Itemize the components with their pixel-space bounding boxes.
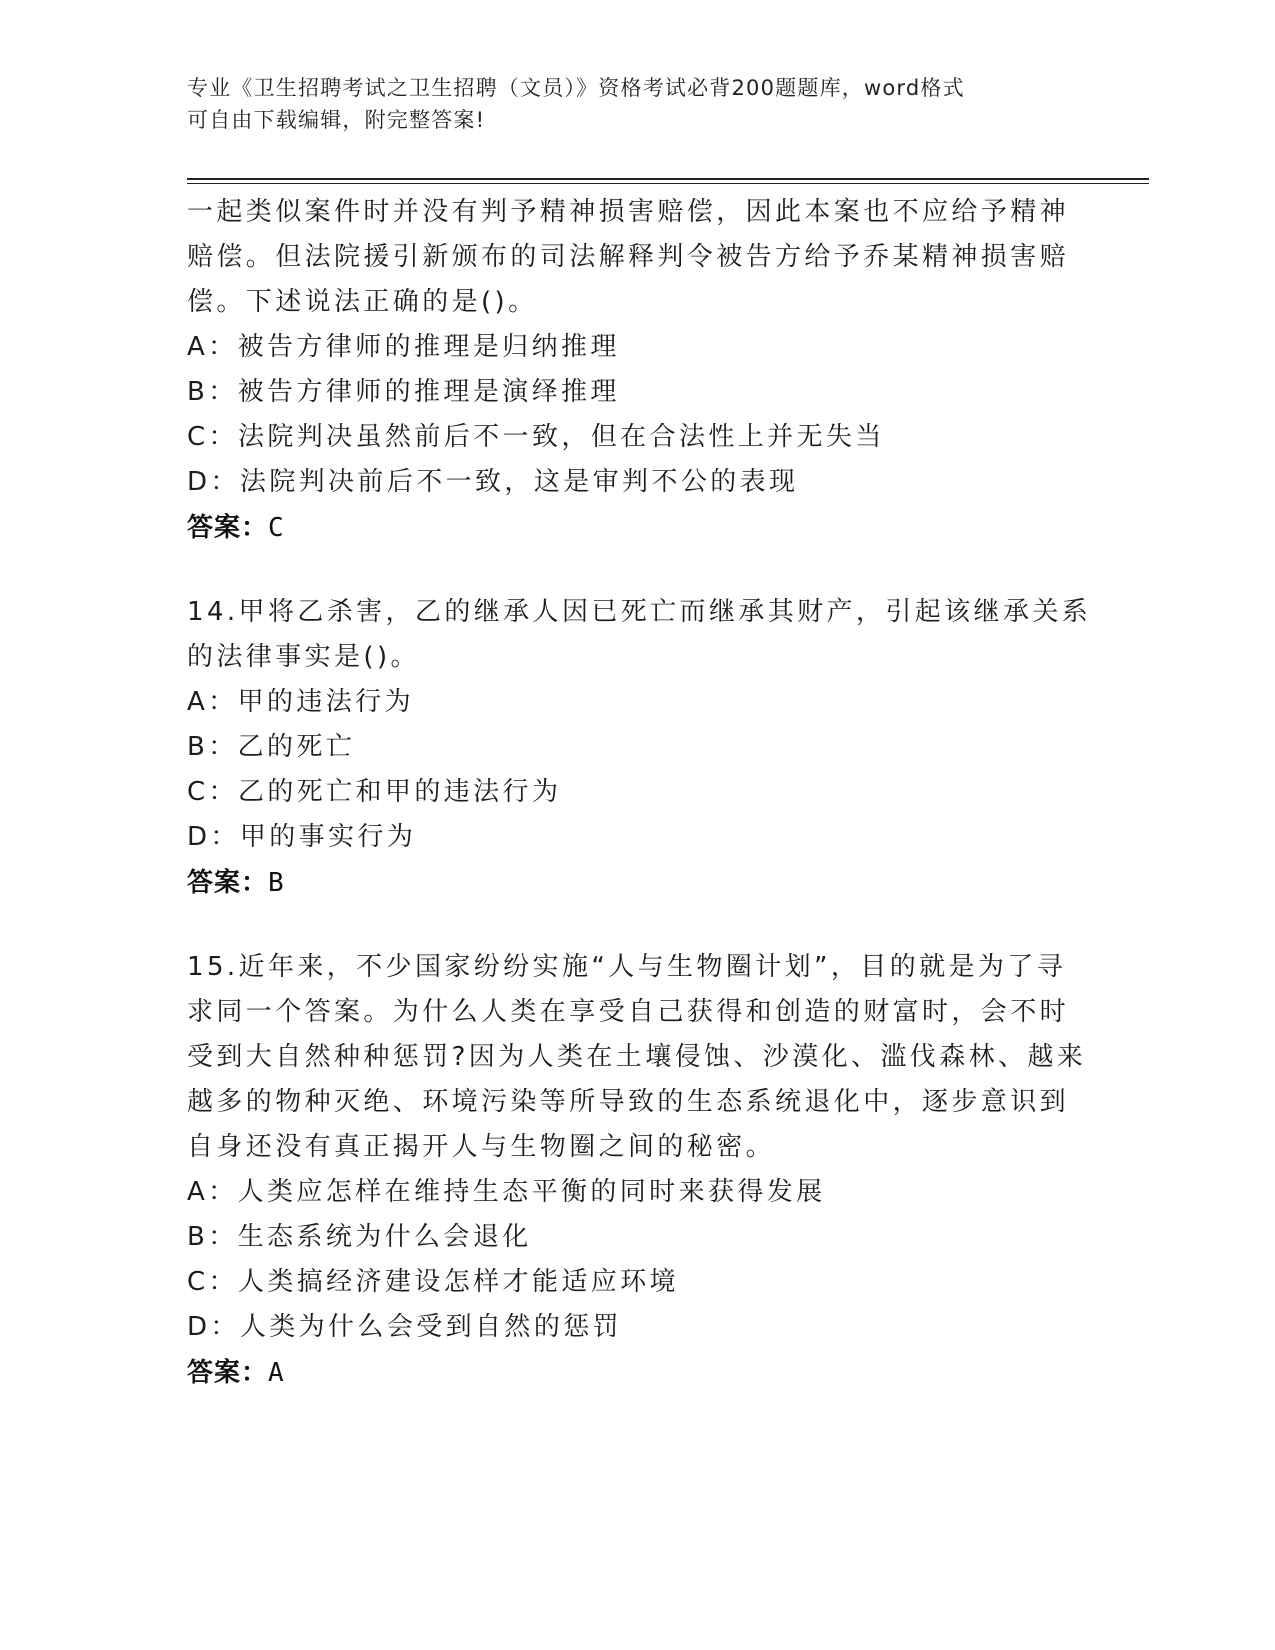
option-b: B：生态系统为什么会退化 xyxy=(187,1222,532,1252)
question-text-line: 15.近年来，不少国家纷纷实施“人与生物圈计划”，目的就是为了寻 xyxy=(187,952,1067,982)
question-14 xyxy=(187,590,1092,906)
question-text-line: 受到大自然种种惩罚?因为人类在土壤侵蚀、沙漠化、滥伐森林、越来 xyxy=(187,1042,1087,1072)
question-15 xyxy=(187,945,1087,1396)
option-c: C：乙的死亡和甲的违法行为 xyxy=(187,777,562,807)
answer-label: 答案： xyxy=(187,1358,269,1388)
answer-label: 答案： xyxy=(187,868,269,898)
answer-label: 答案： xyxy=(187,513,269,543)
answer-value: B xyxy=(268,868,284,898)
answer-value: C xyxy=(268,513,284,543)
option-d: D：人类为什么会受到自然的惩罚 xyxy=(187,1312,623,1342)
option-c: C：法院判决虽然前后不一致，但在合法性上并无失当 xyxy=(187,422,885,452)
option-b: B：被告方律师的推理是演绎推理 xyxy=(187,377,620,407)
header-title-line-2: 可自由下载编辑，附完整答案! xyxy=(187,108,486,132)
answer-line xyxy=(187,505,1087,551)
header-title-line-1: 专业《卫生招聘考试之卫生招聘（文员）》资格考试必背200题题库，word格式 xyxy=(187,76,965,100)
question-text-line: 越多的物种灭绝、环境污染等所导致的生态系统退化中，逐步意识到 xyxy=(187,1087,1070,1117)
option-a: A：人类应怎样在维持生态平衡的同时来获得发展 xyxy=(187,1177,826,1207)
question-text-line: 14.甲将乙杀害，乙的继承人因已死亡而继承其财产，引起该继承关系 xyxy=(187,597,1092,627)
header-divider-thick xyxy=(187,178,1149,180)
question-text-line: 求同一个答案。为什么人类在享受自己获得和创造的财富时，会不时 xyxy=(187,997,1070,1027)
answer-line xyxy=(187,860,1087,906)
answer-value: A xyxy=(268,1358,284,1388)
header-divider-thin xyxy=(187,183,1149,184)
question-text-line: 赔偿。但法院援引新颁布的司法解释判令被告方给予乔某精神损害赔 xyxy=(187,242,1070,272)
page-header xyxy=(187,72,1067,136)
question-list xyxy=(187,190,1092,1396)
question-text-line: 的法律事实是()。 xyxy=(187,642,420,672)
question-text-line: 一起类似案件时并没有判予精神损害赔偿，因此本案也不应给予精神 xyxy=(187,197,1070,227)
question-text-line: 自身还没有真正揭开人与生物圈之间的秘密。 xyxy=(187,1132,776,1162)
question-13-continued xyxy=(187,190,1087,551)
answer-line xyxy=(187,1350,1087,1396)
option-b: B：乙的死亡 xyxy=(187,732,356,762)
option-d: D：甲的事实行为 xyxy=(187,822,417,852)
question-spacer xyxy=(187,551,1087,590)
option-a: A：被告方律师的推理是归纳推理 xyxy=(187,332,620,362)
option-c: C：人类搞经济建设怎样才能适应环境 xyxy=(187,1267,679,1297)
question-text-line: 偿。下述说法正确的是()。 xyxy=(187,287,538,317)
option-d: D：法院判决前后不一致，这是审判不公的表现 xyxy=(187,467,799,497)
option-a: A：甲的违法行为 xyxy=(187,687,414,717)
question-spacer xyxy=(187,906,1087,945)
